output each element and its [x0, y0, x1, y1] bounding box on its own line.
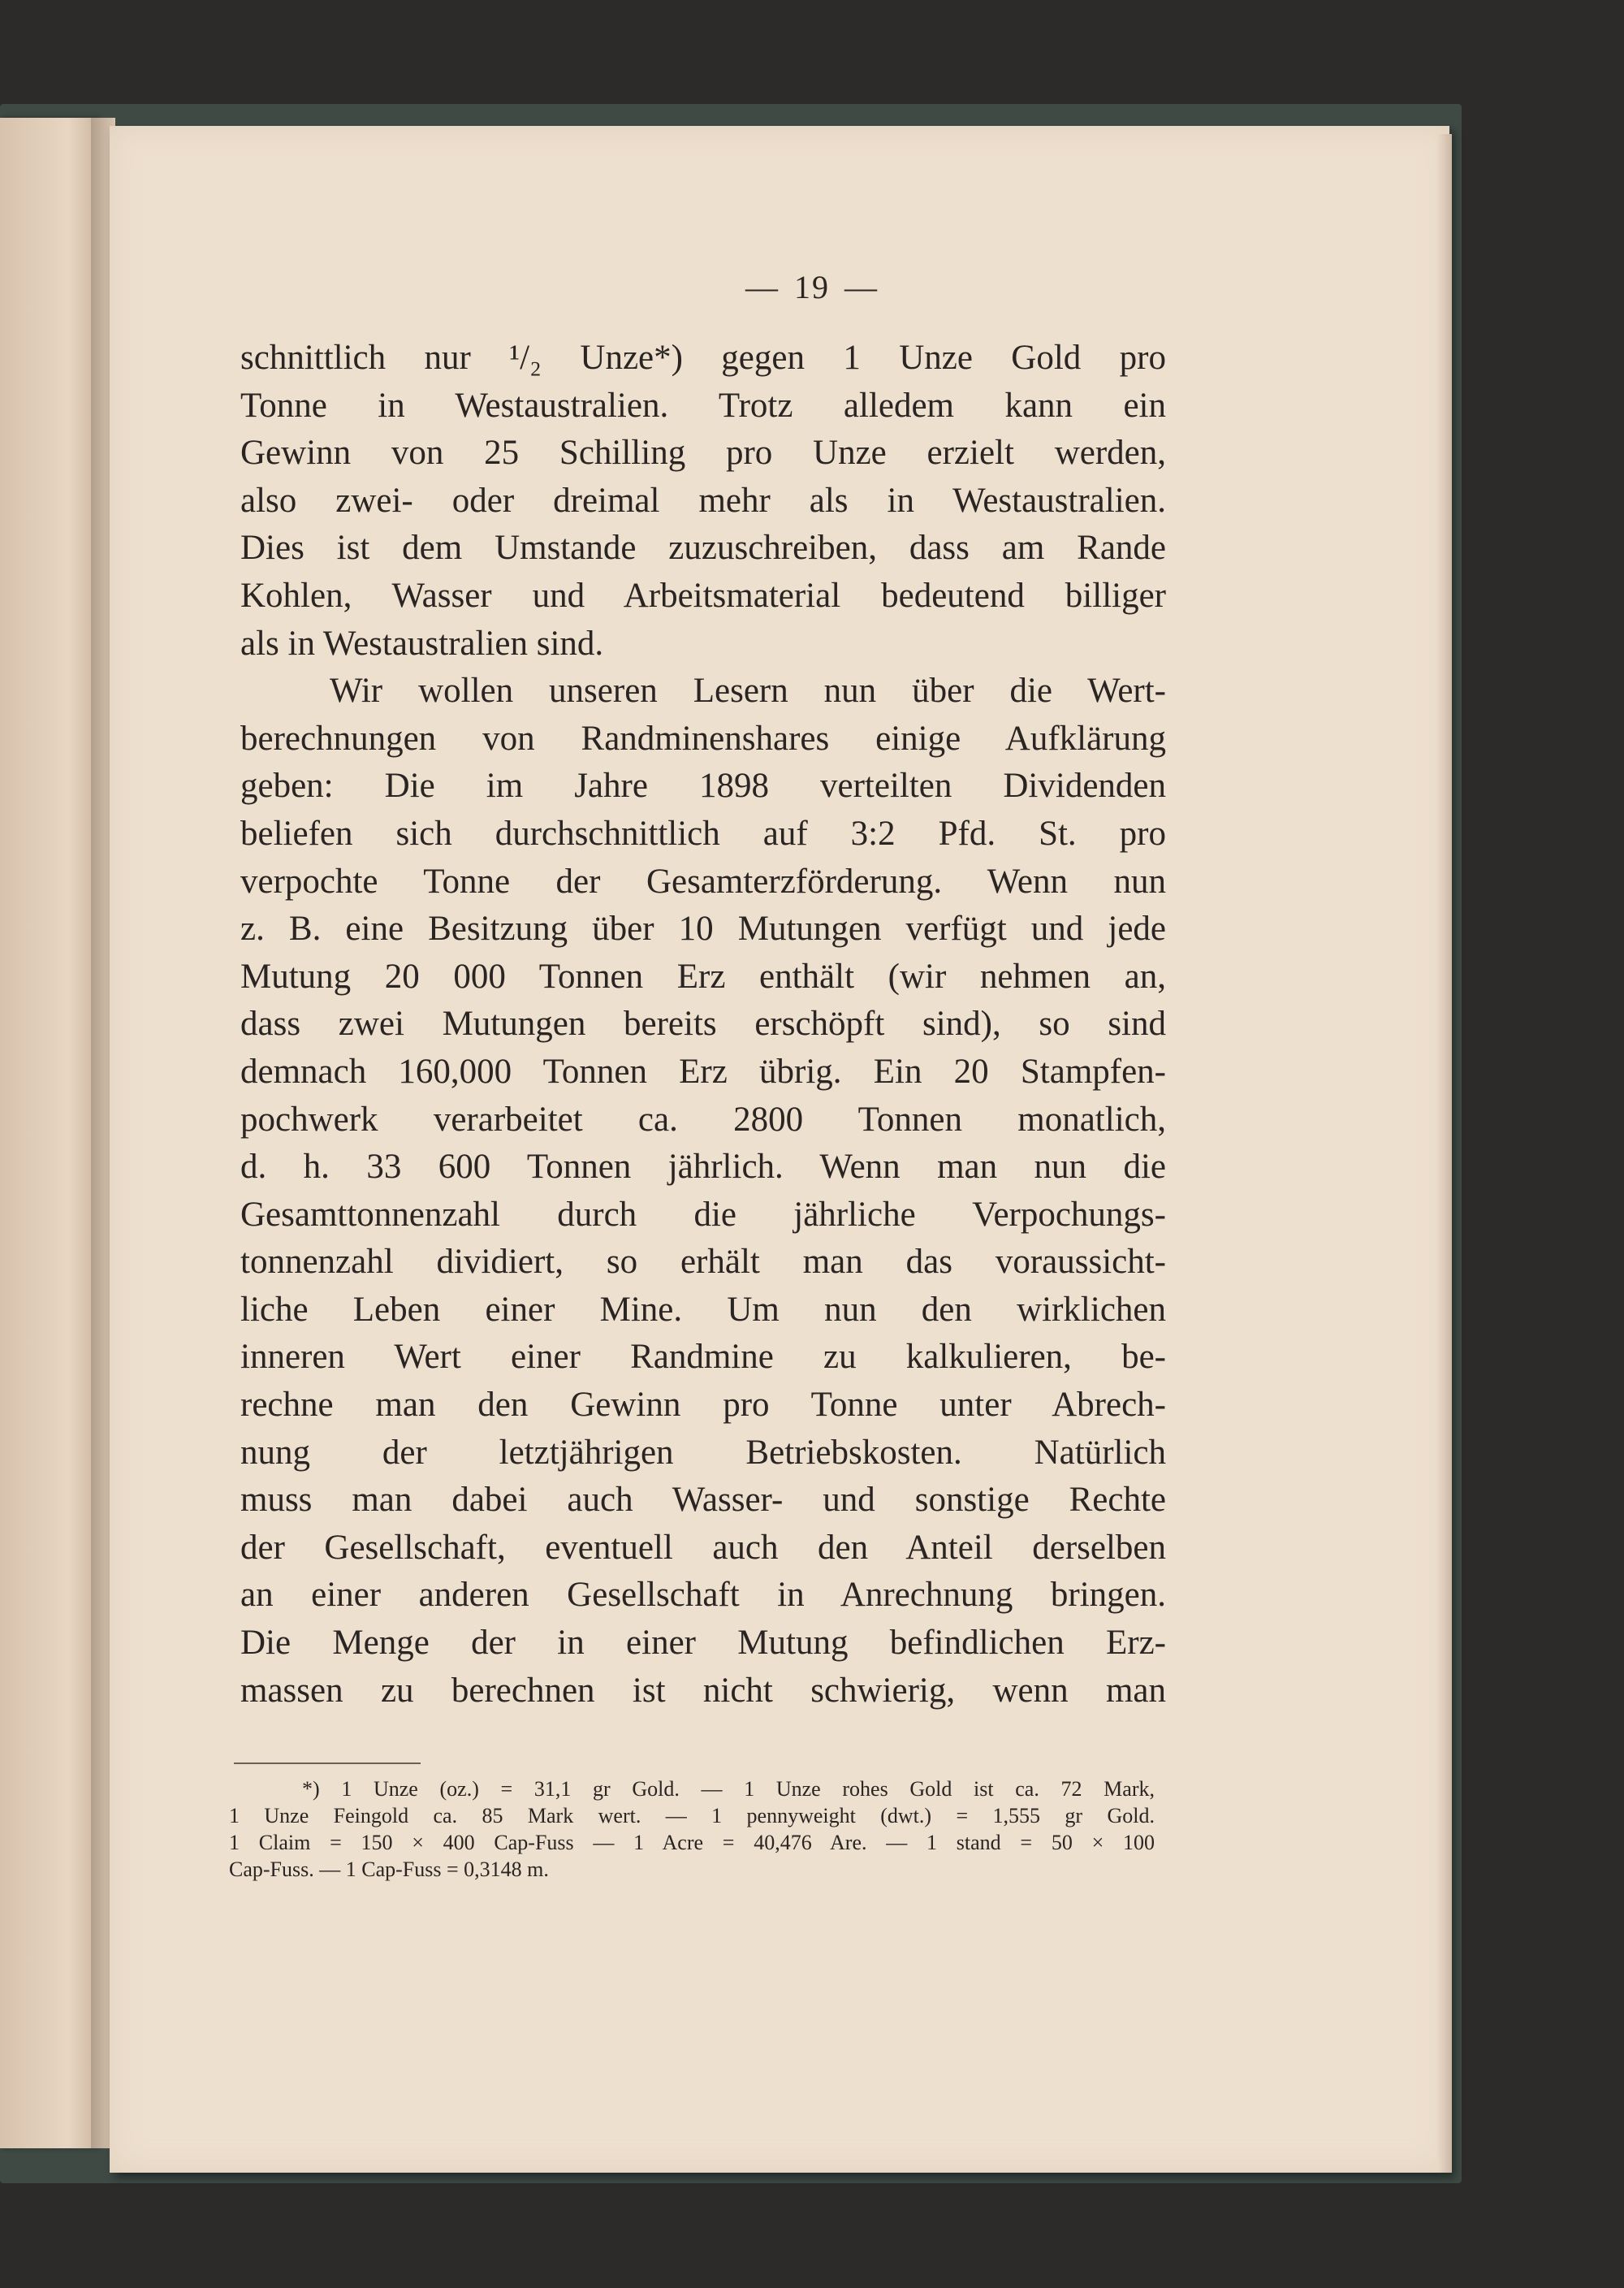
page-number-right-dash: —	[844, 269, 879, 305]
text-line: dass zwei Mutungen bereits erschöpft sind), so sind	[240, 1005, 1166, 1044]
text-line: also zwei- oder dreimal mehr als in Westaustralien.	[240, 481, 1166, 520]
text-line: geben: Die im Jahre 1898 verteilten Dividenden	[240, 767, 1166, 806]
text-line: verpochte Tonne der Gesamterzförderung. Wenn nun	[240, 862, 1166, 901]
footnote-line: 1 Unze Feingold ca. 85 Mark wert. — 1 pennyweight (dwt.) = 1,555 gr Gold.	[229, 1804, 1155, 1827]
text-line: Kohlen, Wasser und Arbeitsmaterial bedeutend billiger	[240, 576, 1166, 615]
footnotes	[229, 1775, 1155, 1883]
text-line: demnach 160,000 Tonnen Erz übrig. Ein 20 Stampfen-	[240, 1052, 1166, 1091]
footnote-line: *) 1 Unze (oz.) = 31,1 gr Gold. — 1 Unze rohes Gold ist ca. 72 Mark,	[302, 1777, 1155, 1801]
text-line: muss man dabei auch Wasser- und sonstige Rechte	[240, 1481, 1166, 1520]
text-line: liche Leben einer Mine. Um nun den wirklichen	[240, 1290, 1166, 1329]
page-number-left-dash: —	[745, 269, 780, 305]
page-number	[0, 268, 1624, 306]
page-fore-edge	[1437, 134, 1452, 2173]
text-line: Dies ist dem Umstande zuzuschreiben, dass am Rande	[240, 529, 1166, 568]
text-line: Tonne in Westaustralien. Trotz alledem kann ein	[240, 386, 1166, 425]
text-line: Mutung 20 000 Tonnen Erz enthält (wir nehmen an,	[240, 957, 1166, 996]
text-line: massen zu berechnen ist nicht schwierig, wenn man	[240, 1671, 1166, 1710]
text-line: d. h. 33 600 Tonnen jährlich. Wenn man nun die	[240, 1148, 1166, 1187]
text-line: Gewinn von 25 Schilling pro Unze erzielt werden,	[240, 434, 1166, 473]
text-line: nung der letztjährigen Betriebskosten. Natürlich	[240, 1433, 1166, 1472]
footnote-separator	[234, 1762, 421, 1764]
page-number-value: 19	[794, 269, 830, 305]
text-line: inneren Wert einer Randmine zu kalkulieren, be-	[240, 1338, 1166, 1377]
body-text	[240, 335, 1166, 1715]
text-line: Wir wollen unseren Lesern nun über die Wert-	[330, 672, 1166, 711]
text-line: pochwerk verarbeitet ca. 2800 Tonnen monatlich,	[240, 1100, 1166, 1139]
text-line: Die Menge der in einer Mutung befindlichen Erz-	[240, 1624, 1166, 1663]
left-page-edge	[0, 118, 97, 2148]
text-line: der Gesellschaft, eventuell auch den Anteil derselben	[240, 1528, 1166, 1567]
text-line: tonnenzahl dividiert, so erhält man das voraussicht-	[240, 1243, 1166, 1282]
text-line: als in Westaustralien sind.	[240, 624, 604, 663]
text-line: Gesamttonnenzahl durch die jährliche Verpochungs-	[240, 1195, 1166, 1234]
text-line: beliefen sich durchschnittlich auf 3:2 Pfd. St. pro	[240, 814, 1166, 853]
footnote-line: Cap-Fuss. — 1 Cap-Fuss = 0,3148 m.	[229, 1858, 549, 1881]
text-line: schnittlich nur ¹/₂ Unze*) gegen 1 Unze Gold pro	[240, 339, 1166, 377]
text-line: rechne man den Gewinn pro Tonne unter Abrech-	[240, 1386, 1166, 1425]
text-line: an einer anderen Gesellschaft in Anrechnung bringen.	[240, 1576, 1166, 1615]
footnote-line: 1 Claim = 150 × 400 Cap-Fuss — 1 Acre = 40,476 Are. — 1 stand = 50 × 100	[229, 1831, 1155, 1854]
text-line: berechnungen von Randminenshares einige Aufklärung	[240, 719, 1166, 758]
text-line: z. B. eine Besitzung über 10 Mutungen verfügt und jede	[240, 910, 1166, 949]
